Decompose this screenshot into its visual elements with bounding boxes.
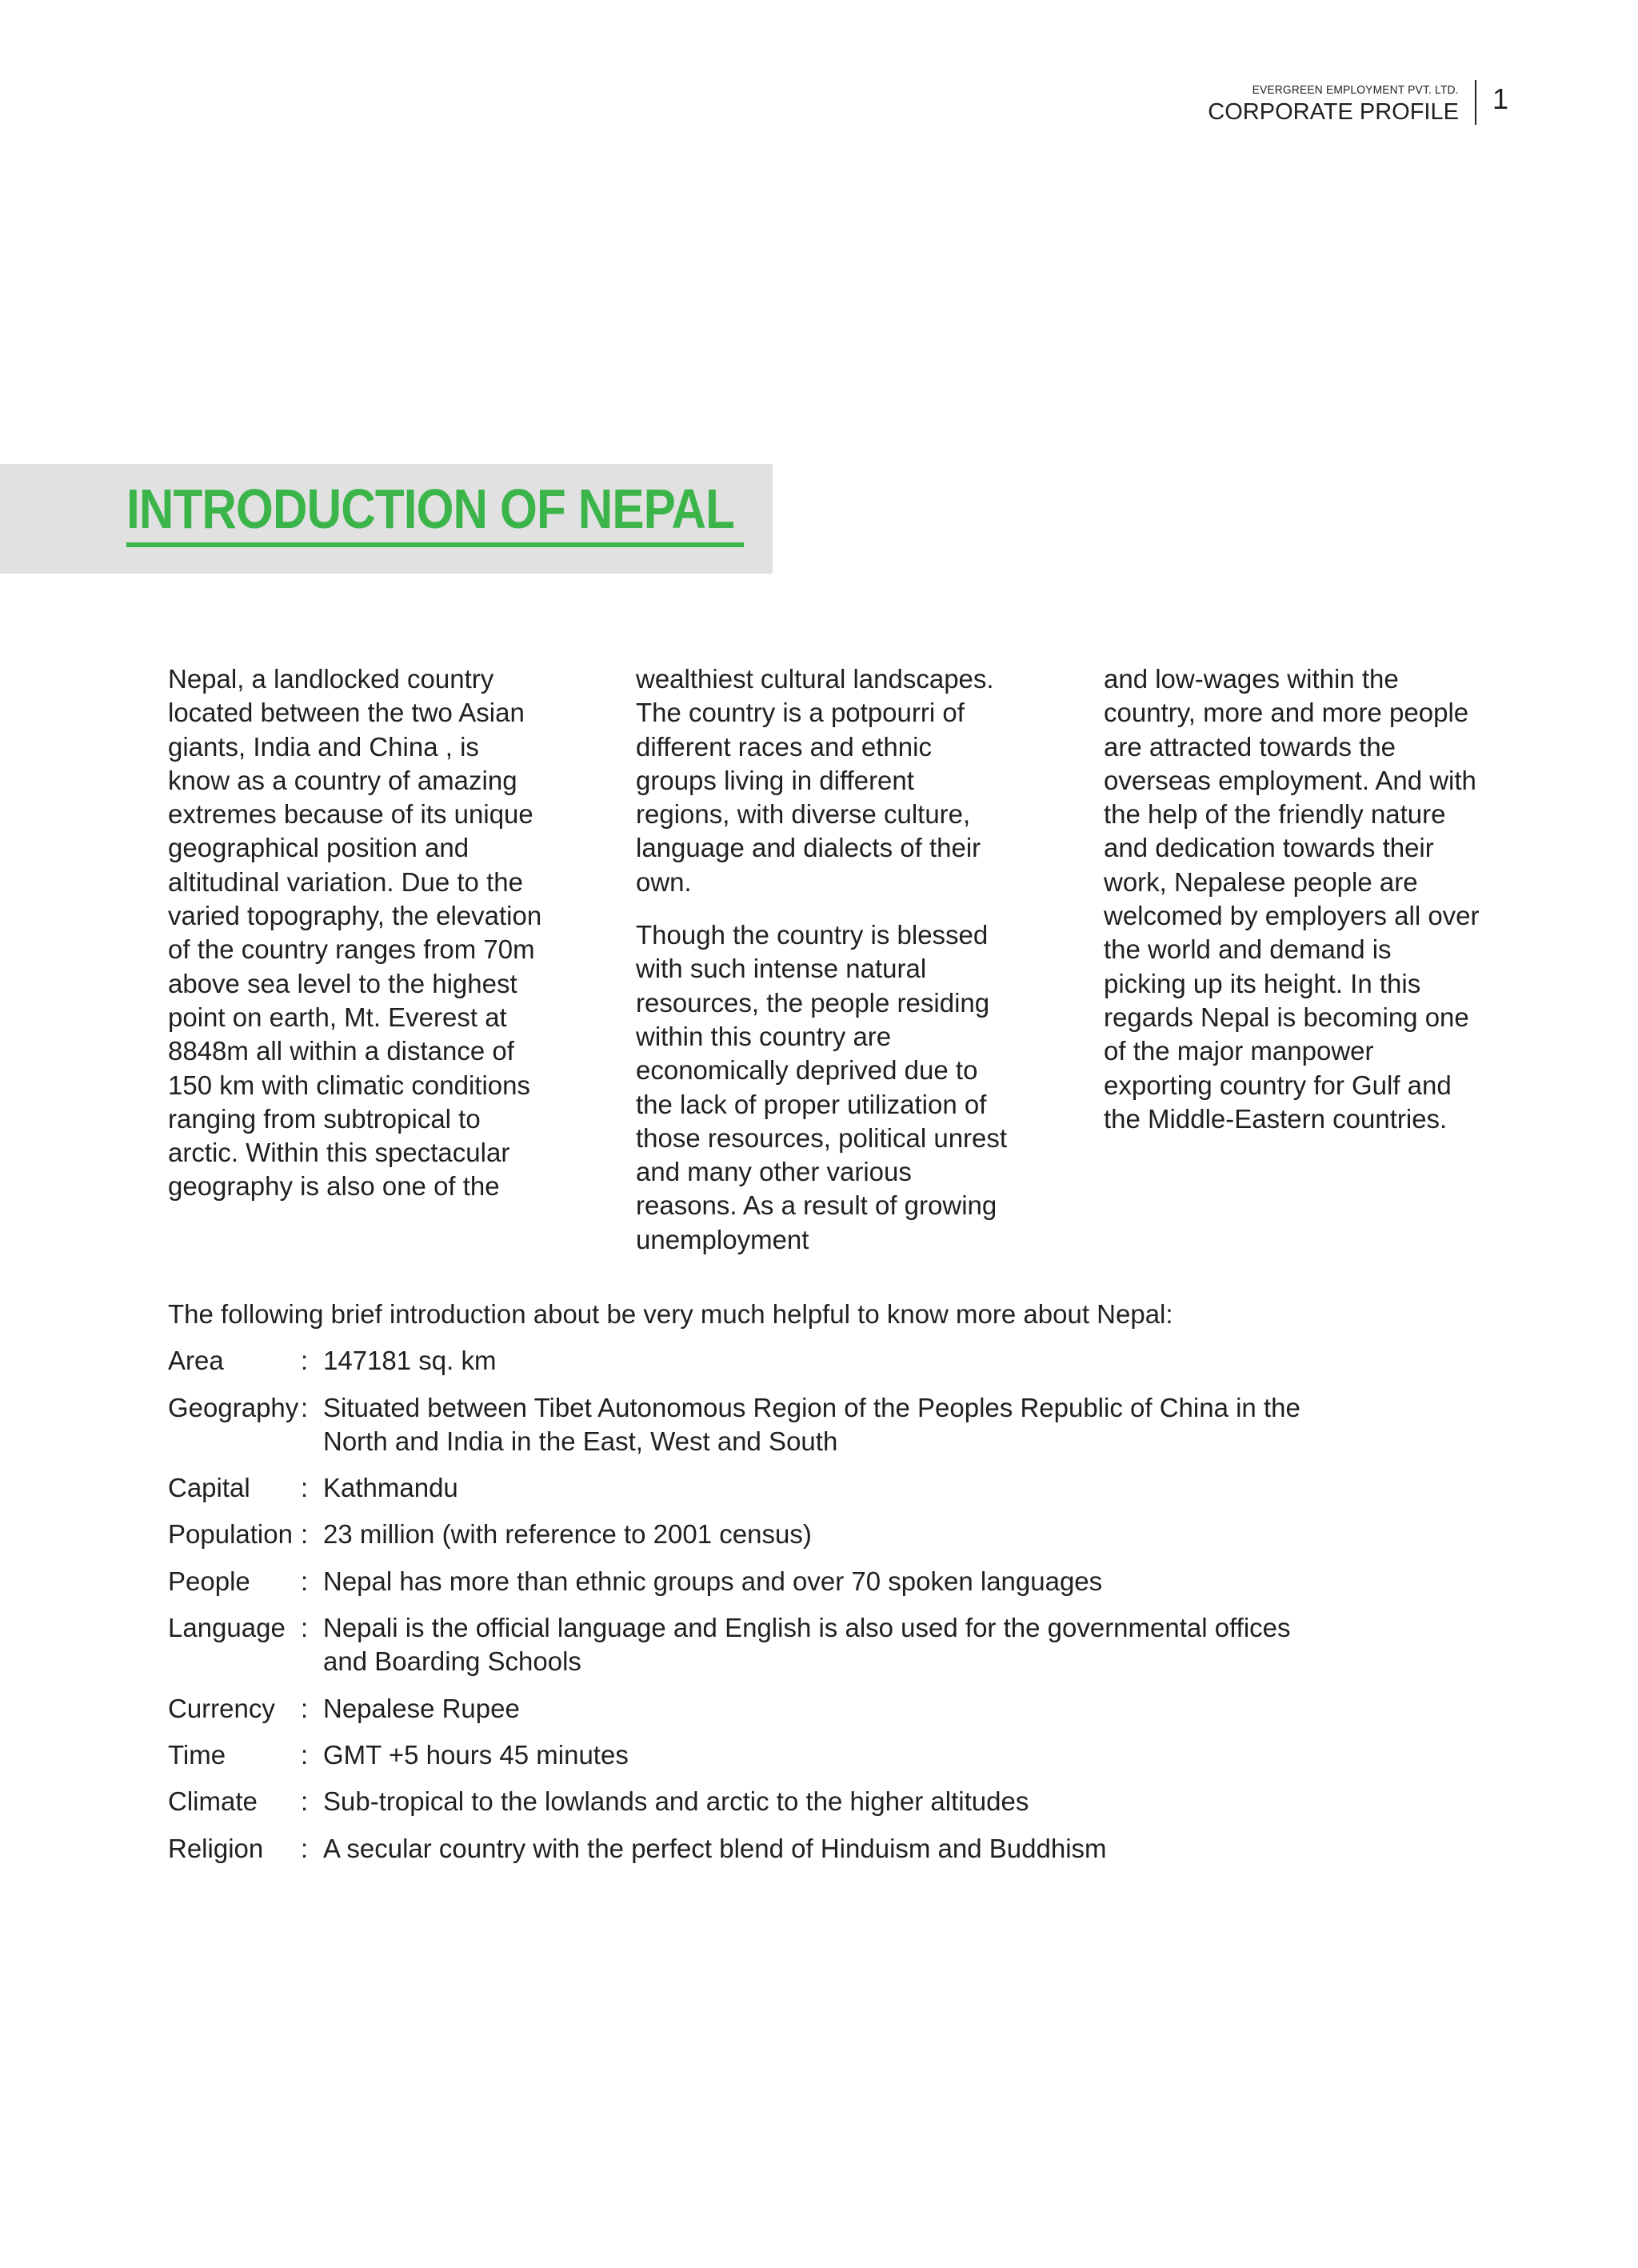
fact-row-population (168, 1518, 1480, 1551)
fact-label: Population (168, 1519, 293, 1550)
facts-section (168, 1298, 1480, 1878)
fact-value: 23 million (with reference to 2001 census) (323, 1519, 812, 1550)
fact-row-religion (168, 1832, 1480, 1866)
intro-paragraph: Nepal, a landlocked country located between the two Asian giants, India and China , is know as a country of amazing extremes because of its unique geographical position and altitudinal variation. Due to the varied topography, the elevation of the country ranges from 70m above sea level to the highest point on earth, Mt. Everest at 8848m all within a distance of 150 km with climatic conditions ranging from subtropical to arctic. Within this spectacular geography is also one of the (168, 664, 542, 1202)
fact-colon: : (301, 1739, 309, 1770)
fact-label: Area (168, 1346, 224, 1376)
fact-colon: : (301, 1473, 309, 1503)
fact-row-climate (168, 1785, 1480, 1818)
header-text-block (1208, 80, 1476, 125)
document-type: CORPORATE PROFILE (1208, 99, 1459, 125)
fact-colon: : (301, 1613, 309, 1643)
facts-intro: The following brief introduction about be very much helpful to know more about Nepal: (168, 1299, 1173, 1329)
intro-column-1 (168, 662, 544, 1257)
fact-label: Language (168, 1613, 286, 1643)
page-title: INTRODUCTION OF NEPAL (126, 478, 735, 540)
fact-label: Geography (168, 1392, 299, 1422)
page-header (1208, 80, 1508, 125)
fact-value: 147181 sq. km (323, 1346, 497, 1376)
fact-value: Kathmandu (323, 1473, 458, 1503)
intro-column-3 (1104, 662, 1480, 1257)
intro-paragraph: and low-wages within the country, more and more people are attracted towards the overseas employment. And with the help of the friendly nature and dedication towards their work, Nepalese people are welcomed by employers all over the world and demand is picking up its height. In this regards Nepal is becoming one of the major manpower exporting country for Gulf and the Middle-Eastern countries. (1104, 664, 1480, 1134)
company-name: EVERGREEN EMPLOYMENT PVT. LTD. (1252, 83, 1459, 97)
fact-label: People (168, 1566, 250, 1596)
fact-value: Nepali is the official language and English is also used for the governmental offices and Boarding Schools (323, 1613, 1291, 1677)
fact-colon: : (301, 1693, 309, 1723)
fact-row-area (168, 1344, 1480, 1378)
fact-row-time (168, 1738, 1480, 1772)
fact-colon: : (301, 1786, 309, 1817)
fact-value: GMT +5 hours 45 minutes (323, 1739, 629, 1770)
fact-row-currency (168, 1692, 1480, 1726)
fact-label: Religion (168, 1833, 264, 1863)
intro-columns (168, 662, 1480, 1257)
fact-colon: : (301, 1392, 309, 1422)
fact-colon: : (301, 1346, 309, 1376)
fact-row-geography (168, 1391, 1480, 1459)
fact-colon: : (301, 1566, 309, 1596)
fact-row-language (168, 1611, 1480, 1679)
fact-row-capital (168, 1471, 1480, 1505)
fact-label: Currency (168, 1693, 275, 1723)
intro-column-2 (636, 662, 1012, 1257)
intro-paragraph: wealthiest cultural landscapes. The country is a potpourri of different races and ethnic groups living in different regions, with diverse culture, language and dialects of their own. (636, 664, 994, 897)
fact-label: Climate (168, 1786, 258, 1817)
title-underline (126, 542, 744, 547)
fact-label: Time (168, 1739, 226, 1770)
fact-value: A secular country with the perfect blend of Hinduism and Buddhism (323, 1833, 1107, 1863)
fact-colon: : (301, 1519, 309, 1550)
fact-value: Nepal has more than ethnic groups and over 70 spoken languages (323, 1566, 1103, 1596)
intro-paragraph: Though the country is blessed with such intense natural resources, the people residing within this country are economically deprived due to the lack of proper utilization of those resources, political unrest and many other various reasons. As a result of growing unemployment (636, 920, 1008, 1254)
fact-row-people (168, 1565, 1480, 1598)
fact-value: Sub-tropical to the lowlands and arctic to the higher altitudes (323, 1786, 1029, 1817)
fact-value: Situated between Tibet Autonomous Region of the Peoples Republic of China in the North and India in the East, West and South (323, 1392, 1300, 1456)
fact-label: Capital (168, 1473, 250, 1503)
fact-value: Nepalese Rupee (323, 1693, 520, 1723)
page-number: 1 (1492, 82, 1508, 115)
fact-colon: : (301, 1833, 309, 1863)
